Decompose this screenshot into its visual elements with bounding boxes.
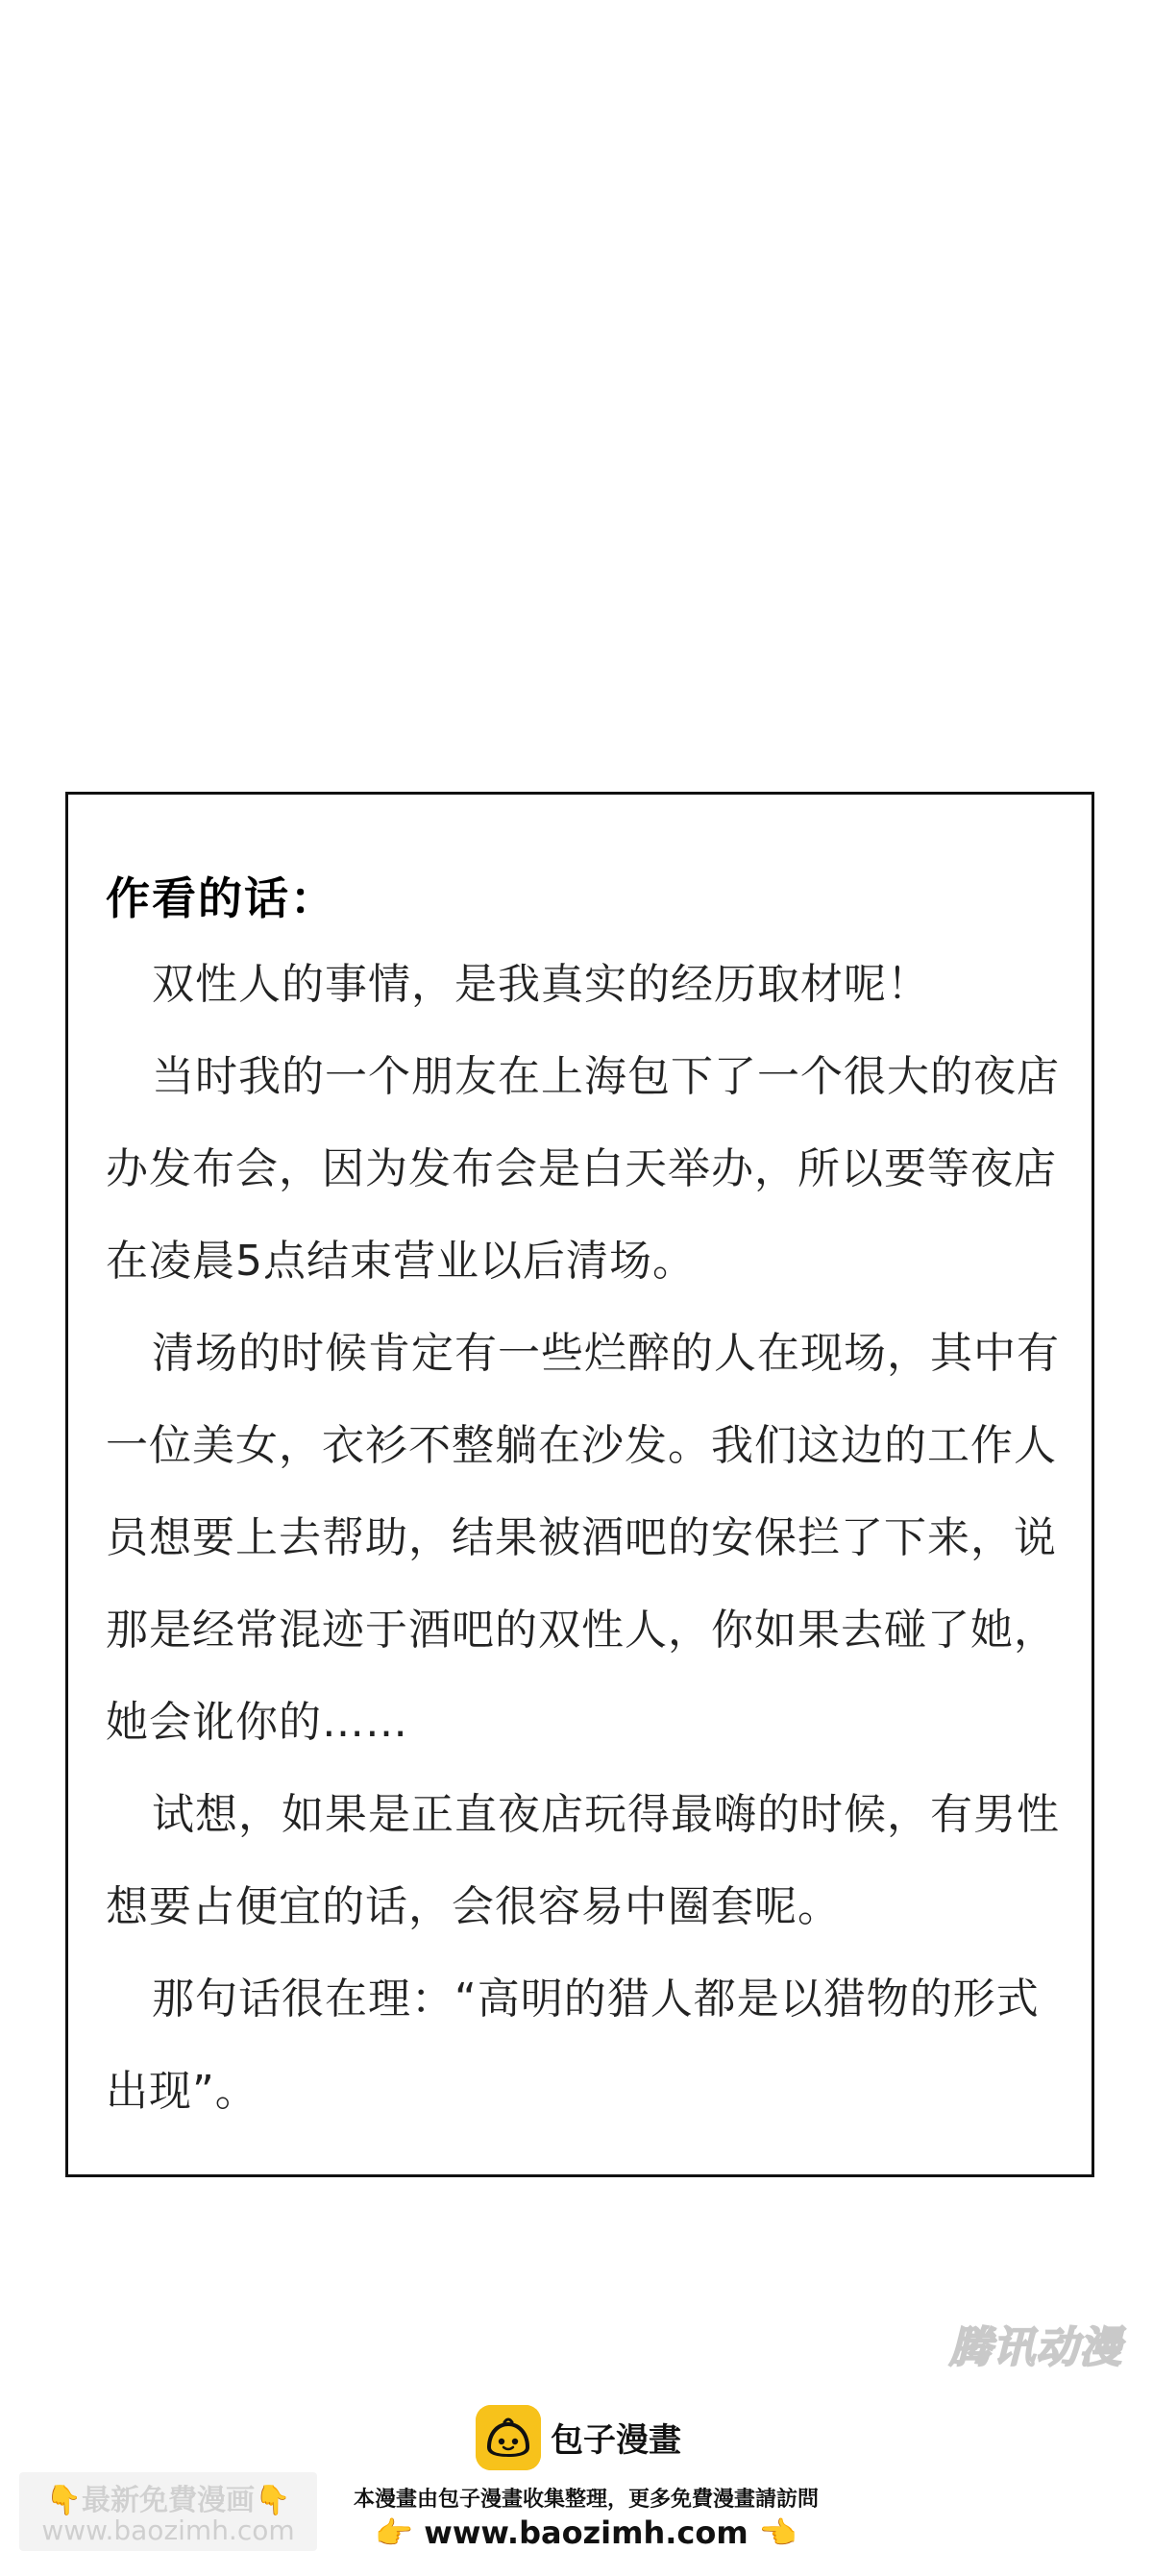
footer-notice: 本漫畫由包子漫畫收集整理，更多免費漫畫請訪問 xyxy=(353,2488,819,2512)
note-body xyxy=(106,939,1067,2138)
footer-brand-name[interactable]: 包子漫畫 xyxy=(551,2421,681,2460)
publisher-watermark: 腾讯动漫 xyxy=(949,2323,1122,2372)
note-paragraph: 双性人的事情，是我真实的经历取材呢！ xyxy=(152,960,930,1009)
footer-url-link[interactable] xyxy=(375,2515,797,2551)
note-paragraph: 清场的时候肯定有一些烂醉的人在现场，其中有一位美女，衣衫不整躺在沙发。我们这边的工作人员想要上去帮助，结果被酒吧的安保拦了下来，说那是经常混迹于酒吧的双性人，你如果去碰了她，她会讹你的…… xyxy=(106,1329,1060,1747)
author-note-box xyxy=(65,792,1094,2177)
note-paragraph: 那句话很在理：“高明的猎人都是以猎物的形式出现”。 xyxy=(106,1975,1040,2116)
baozi-logo-icon[interactable] xyxy=(476,2405,541,2470)
pointing-right-icon: 👉 xyxy=(375,2515,414,2551)
note-title: 作看的话： xyxy=(106,872,336,924)
pointing-left-icon: 👈 xyxy=(758,2515,797,2551)
promo-url: www.baozimh.com xyxy=(41,2515,295,2546)
promo-badge[interactable] xyxy=(19,2472,317,2551)
note-paragraph: 试想，如果是正直夜店玩得最嗨的时候，有男性想要占便宜的话，会很容易中圈套呢。 xyxy=(106,1790,1060,1931)
footer-url-text[interactable]: www.baozimh.com xyxy=(424,2515,748,2551)
promo-text: 👇最新免費漫画👇 xyxy=(45,2484,291,2517)
note-paragraph: 当时我的一个朋友在上海包下了一个很大的夜店办发布会，因为发布会是白天举办，所以要等夜店在凌晨5点结束营业以后清场。 xyxy=(106,1052,1060,1286)
